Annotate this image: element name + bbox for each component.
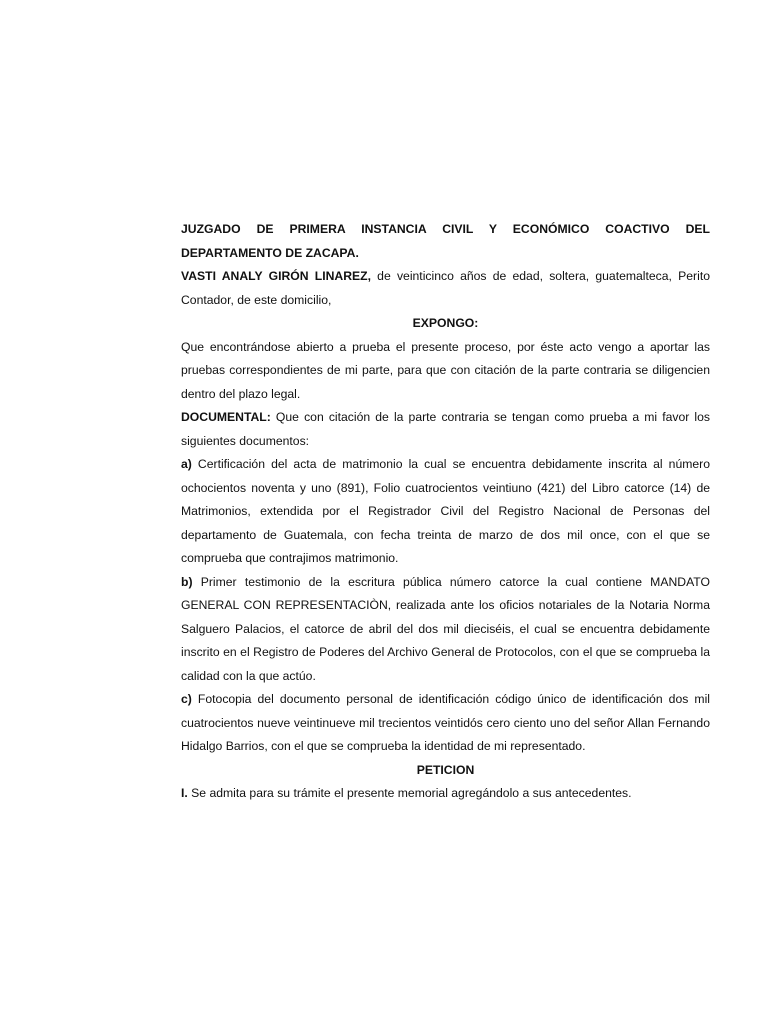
document-page xyxy=(181,218,710,806)
evidence-item-text: Fotocopia del documento personal de identificación código único de identificación dos mil cuatrocientos nueve veintinueve mil trecientos veintidós cero ciento uno del señor Allan Fernando Hidalgo Barrios, con el que se comprueba la identidad de mi representado. xyxy=(181,692,710,753)
documental-text: Que con citación de la parte contraria se tengan como prueba a mi favor los siguientes documentos: xyxy=(181,410,710,448)
documental-paragraph xyxy=(181,406,710,453)
evidence-item-text: Certificación del acta de matrimonio la cual se encuentra debidamente inscrita al número ochocientos noventa y uno (891), Folio cuatrocientos veintiuno (421) del Libro catorce (14) de Matrimonios, extendida por el Registrador Civil del Registro Nacional de Personas del departamento de Guatemala, con fecha treinta de marzo de dos mil once, con el que se comprueba que contrajimos matrimonio. xyxy=(181,457,710,565)
evidence-item-a xyxy=(181,453,710,571)
documental-label: DOCUMENTAL: xyxy=(181,410,271,424)
party-name: VASTI ANALY GIRÓN LINAREZ, xyxy=(181,269,371,283)
evidence-item-c xyxy=(181,688,710,759)
evidence-item-label: b) xyxy=(181,574,193,589)
evidence-item-text: Primer testimonio de la escritura pública número catorce la cual contiene MANDATO GENERAL CON REPRESENTACIÒN, realizada ante los oficios notariales de la Notaria Norma Salguero Palacios, el catorce de abril del dos mil dieciséis, el cual se encuentra debidamente inscrito en el Registro de Poderes del Archivo General de Protocolos, con el que se comprueba la calidad con la que actúo. xyxy=(181,574,710,683)
evidence-item-label: c) xyxy=(181,692,192,706)
peticion-item-text: Se admita para su trámite el presente memorial agregándolo a sus antecedentes. xyxy=(187,786,632,800)
party-details: de veinticinco años de edad, soltera, guatemalteca, Perito Contador, de este domicilio, xyxy=(181,269,710,307)
peticion-title: PETICION xyxy=(416,762,475,777)
expongo-title: EXPONGO: xyxy=(412,316,479,330)
court-heading: JUZGADO DE PRIMERA INSTANCIA CIVIL Y ECONÓMICO COACTIVO DEL DEPARTAMENTO DE ZACAPA. xyxy=(181,222,710,260)
evidence-item-label: a) xyxy=(181,457,192,471)
peticion-item-i xyxy=(181,782,710,806)
intro-paragraph xyxy=(181,265,710,312)
evidence-item-b xyxy=(181,571,710,689)
expongo-paragraph: Que encontrándose abierto a prueba el presente proceso, por éste acto vengo a aportar las pruebas correspondientes de mi parte, para que con citación de la parte contraria se diligencien dentro del plazo legal. xyxy=(181,339,710,401)
peticion-item-label: I. xyxy=(181,786,188,800)
